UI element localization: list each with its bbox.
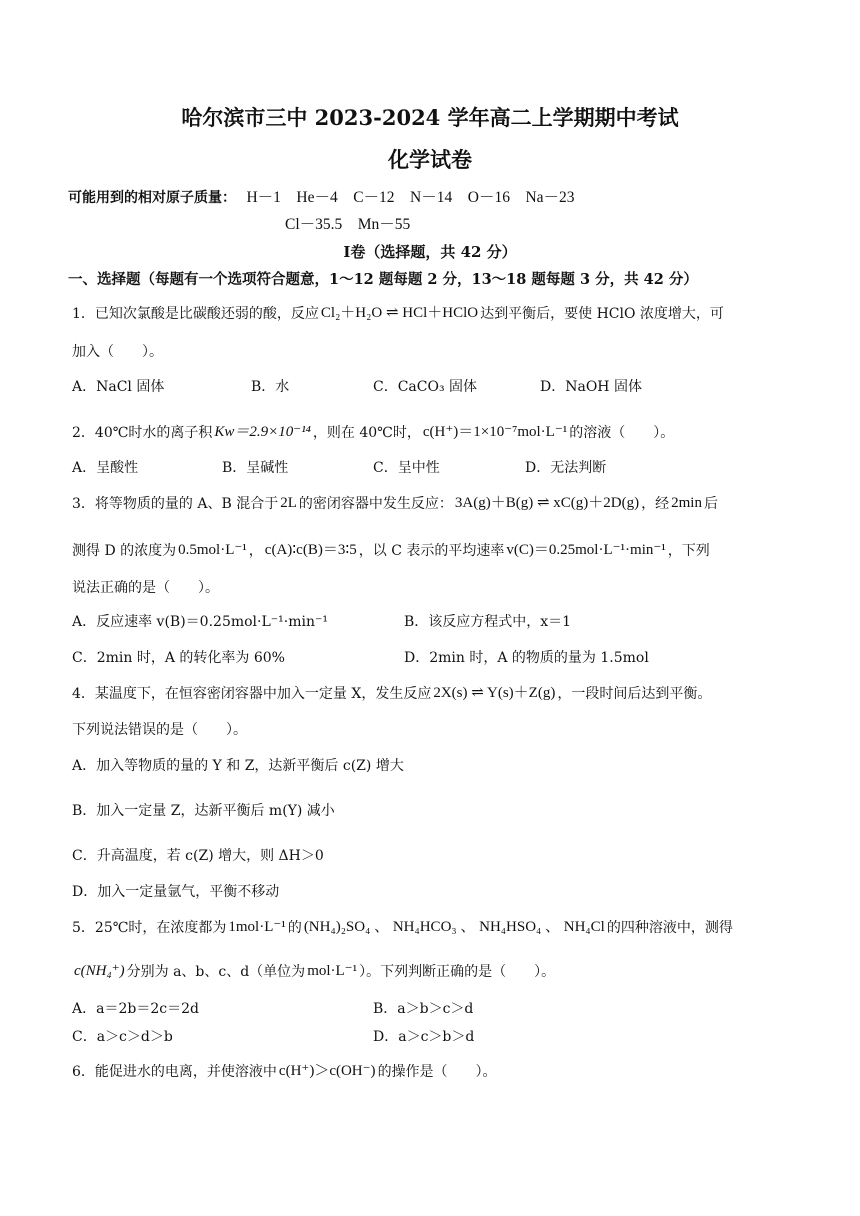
question-5-stem-line2: c(NH₄⁺) 分别为 a、b、c、d（单位为 mol·L⁻¹ ）。下列判断正确的是（ ）。 bbox=[74, 963, 556, 980]
q5-option-b[interactable]: B．a＞b＞c＞d bbox=[373, 1001, 474, 1017]
atomic-masses-values-1: H－1 He－4 C－12 N－14 O－16 Na－23 bbox=[246, 189, 575, 206]
q3-option-c[interactable]: C．2min 时，A 的转化率为 60% bbox=[72, 650, 285, 666]
exam-title: 哈尔滨市三中 2023-2024 学年高二上学期期中考试 bbox=[181, 105, 679, 130]
question-4-stem: 4．某温度下，在恒容密闭容器中加入一定量 X，发生反应 2X(s) ⇌ Y(s)＋Z(g) ，一段时间后达到平衡。 bbox=[72, 685, 712, 702]
question-5-stem: 5．25℃时，在浓度都为 1mol·L⁻¹ 的 (NH₄)₂SO₄ 、 NH₄HCO₃ 、 NH₄HSO₄ 、 NH₄Cl 的四种溶液中，测得 bbox=[72, 919, 733, 936]
atomic-masses-values-2: Cl－35.5 Mn－55 bbox=[285, 216, 411, 233]
q3-option-a[interactable]: A．反应速率 v(B)＝0.25mol·L⁻¹·min⁻¹ bbox=[72, 614, 329, 630]
question-1-stem: 1．已知次氯酸是比碳酸还弱的酸，反应 Cl₂＋H₂O ⇌ HCl＋HClO 达到平衡后，要使 HClO 浓度增大，可 bbox=[72, 305, 724, 322]
question-1-stem-cont: 加入（ ）。 bbox=[72, 344, 163, 360]
atomic-masses-line1 bbox=[68, 188, 575, 208]
q3-concentration-ratio: c(A)∶c(B)＝3∶5 bbox=[264, 542, 357, 558]
q2-option-b[interactable]: B．呈碱性 bbox=[222, 460, 289, 476]
q3-option-d[interactable]: D．2min 时，A 的物质的量为 1.5mol bbox=[404, 650, 649, 666]
q3-rate-c: v(C)＝0.25mol·L⁻¹·min⁻¹ bbox=[506, 542, 666, 558]
q4-option-b[interactable]: B．加入一定量 Z，达新平衡后 m(Y) 减小 bbox=[72, 803, 335, 819]
question-4-stem-line2: 下列说法错误的是（ ）。 bbox=[72, 722, 247, 738]
q2-kw-value: Kw＝2.9×10⁻¹⁴ bbox=[214, 424, 311, 440]
q1-option-d[interactable]: D．NaOH 固体 bbox=[540, 379, 642, 395]
question-3-stem-line2: 测得 D 的浓度为 0.5mol·L⁻¹ ， c(A)∶c(B)＝3∶5 ，以 C 表示的平均速率 v(C)＝0.25mol·L⁻¹·min⁻¹ ，下列 bbox=[72, 542, 710, 559]
q5-option-c[interactable]: C．a＞c＞d＞b bbox=[72, 1029, 173, 1045]
q1-reaction-equation: Cl₂＋H₂O ⇌ HCl＋HClO bbox=[320, 305, 479, 321]
question-3-stem: 3．将等物质的量的 A、B 混合于 2L 的密闭容器中发生反应： 3A(g)＋B(g) ⇌ xC(g)＋2D(g) ，经 2min 后 bbox=[72, 495, 718, 512]
q1-option-c[interactable]: C．CaCO₃ 固体 bbox=[373, 379, 478, 395]
question-6-stem: 6．能促进水的电离，并使溶液中 c(H⁺)＞c(OH⁻) 的操作是（ ）。 bbox=[72, 1063, 497, 1080]
question-3-stem-line3: 说法正确的是（ ）。 bbox=[72, 580, 219, 596]
q3-option-b[interactable]: B．该反应方程式中，x＝1 bbox=[404, 614, 572, 630]
q4-option-a[interactable]: A．加入等物质的量的 Y 和 Z，达新平衡后 c(Z) 增大 bbox=[72, 758, 404, 774]
q5-option-a[interactable]: A．a＝2b＝2c＝2d bbox=[72, 1001, 199, 1017]
q2-option-c[interactable]: C．呈中性 bbox=[373, 460, 440, 476]
q1-option-b[interactable]: B．水 bbox=[251, 379, 290, 395]
q4-reaction-equation: 2X(s) ⇌ Y(s)＋Z(g) bbox=[433, 685, 556, 701]
part-heading: 一、选择题（每题有一个选项符合题意，1～12 题每题 2 分，13～18 题每题 3 分，共 42 分） bbox=[68, 271, 698, 288]
q2-option-a[interactable]: A．呈酸性 bbox=[72, 460, 139, 476]
volume-title: Ⅰ卷（选择题，共 42 分） bbox=[343, 243, 517, 261]
q6-condition: c(H⁺)＞c(OH⁻) bbox=[278, 1063, 376, 1079]
q2-option-d[interactable]: D．无法判断 bbox=[525, 460, 607, 476]
atomic-masses-label: 可能用到的相对原子质量： bbox=[68, 190, 236, 206]
q4-option-d[interactable]: D．加入一定量氩气，平衡不移动 bbox=[72, 884, 280, 900]
q3-reaction-equation: 3A(g)＋B(g) ⇌ xC(g)＋2D(g) bbox=[454, 495, 640, 511]
question-2-stem: 2．40℃时水的离子积 Kw＝2.9×10⁻¹⁴ ，则在 40℃时， c(H⁺)＝1×10⁻⁷mol·L⁻¹ 的溶液（ ）。 bbox=[72, 424, 675, 441]
q5-ammonium-concentration: c(NH₄⁺) bbox=[74, 963, 125, 979]
q5-option-d[interactable]: D．a＞c＞b＞d bbox=[373, 1029, 475, 1045]
q4-option-c[interactable]: C．升高温度，若 c(Z) 增大，则 ΔH＞0 bbox=[72, 848, 324, 864]
q2-h-concentration: c(H⁺)＝1×10⁻⁷mol·L⁻¹ bbox=[422, 424, 568, 440]
q5-salt-list: (NH₄)₂SO₄ 、 NH₄HCO₃ 、 NH₄HSO₄ 、 NH₄Cl bbox=[303, 919, 605, 935]
q1-option-a[interactable]: A．NaCl 固体 bbox=[72, 379, 165, 395]
exam-subtitle: 化学试卷 bbox=[388, 147, 472, 172]
